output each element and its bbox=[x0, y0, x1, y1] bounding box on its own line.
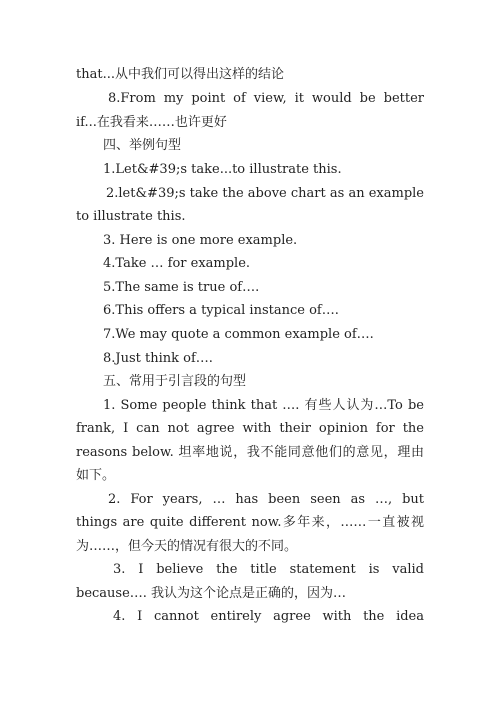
text-line: frank, I can not agree with their opinion for the bbox=[76, 421, 424, 436]
section-heading: 四、举例句型 bbox=[103, 138, 182, 153]
section-heading: 五、常用于引言段的句型 bbox=[103, 374, 247, 389]
text-line: 5.The same is true of…. bbox=[103, 280, 260, 295]
text-line: reasons below. 坦率地说，我不能同意他们的意见，理由 bbox=[76, 445, 424, 460]
text-line: 1. Some people think that …. 有些人认为…To be bbox=[103, 398, 424, 413]
text-line: things are quite different now.多年来，……一直被视 bbox=[76, 515, 424, 530]
text-line: 4.Take … for example. bbox=[103, 256, 251, 271]
text-line: 3. Here is one more example. bbox=[103, 233, 298, 248]
text-line: 如下。 bbox=[76, 468, 116, 483]
text-line: to illustrate this. bbox=[76, 209, 186, 224]
text-line: that...从中我们可以得出这样的结论 bbox=[76, 67, 284, 82]
text-line: 1.Let&#39;s take...to illustrate this. bbox=[103, 162, 342, 177]
text-line: 2.let&#39;s take the above chart as an example bbox=[106, 186, 424, 201]
text-line: because…. 我认为这个论点是正确的，因为… bbox=[76, 586, 347, 601]
text-line: 8.From my point of view, it would be better bbox=[108, 91, 424, 106]
text-line: if...在我看来……也许更好 bbox=[76, 115, 227, 130]
text-line: 2. For years, … has been seen as …, but bbox=[108, 492, 424, 507]
text-line: 为……，但今天的情况有很大的不同。 bbox=[76, 539, 298, 554]
text-line: 4. I cannot entirely agree with the idea bbox=[113, 609, 424, 624]
text-line: 7.We may quote a common example of…. bbox=[103, 327, 374, 342]
text-line: 3. I believe the title statement is valid bbox=[113, 562, 424, 577]
text-line: 6.This offers a typical instance of…. bbox=[103, 303, 339, 318]
text-line: 8.Just think of…. bbox=[103, 351, 213, 366]
